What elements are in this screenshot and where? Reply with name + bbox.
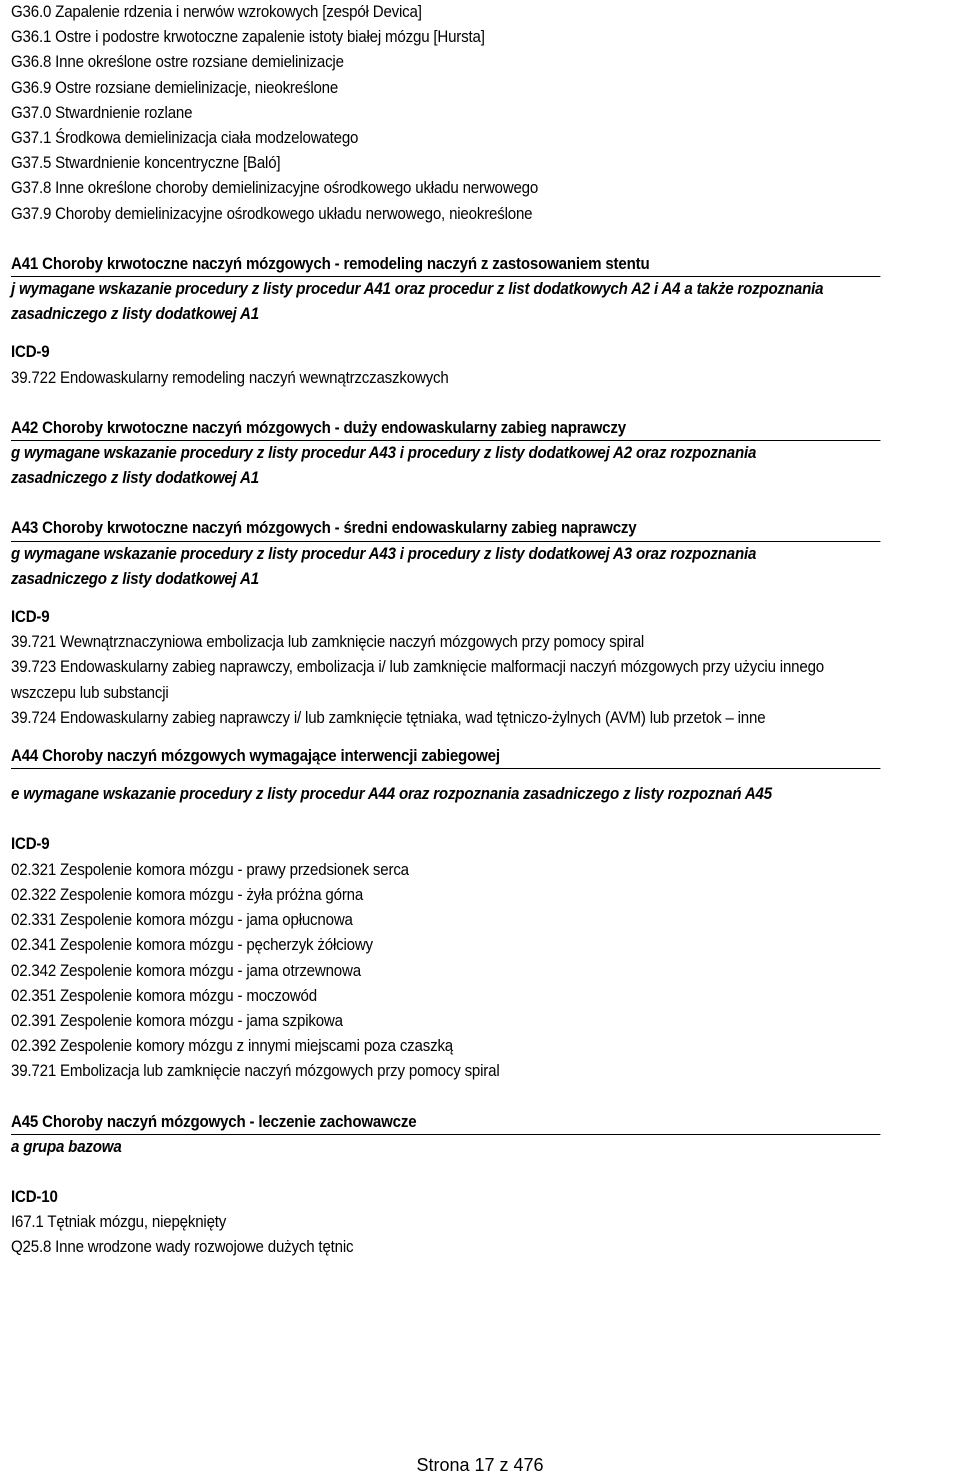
section-a43 <box>11 516 956 731</box>
section-a42 <box>11 416 956 492</box>
list-item: 02.342 Zespolenie komora mózgu - jama otrzewnowa <box>11 961 361 980</box>
list-item: 02.331 Zespolenie komora mózgu - jama opłucnowa <box>11 911 353 930</box>
section-title: A45 Choroby naczyń mózgowych - leczenie zachowawcze <box>11 1110 880 1135</box>
icd-label: ICD-9 <box>11 343 50 362</box>
list-item: wszczepu lub substancji <box>11 683 169 702</box>
requirement-text: zasadniczego z listy dodatkowej A1 <box>11 469 259 488</box>
page-number: Strona 17 z 476 <box>416 1455 544 1475</box>
list-item: G36.0 Zapalenie rdzenia i nerwów wzrokowych [zespół Devica] <box>11 3 422 21</box>
section-title: A42 Choroby krwotoczne naczyń mózgowych - duży endowaskularny zabieg naprawczy <box>11 416 880 441</box>
icd-label: ICD-9 <box>11 835 50 854</box>
requirement-text: g wymagane wskazanie procedury z listy procedur A43 i procedury z listy dodatkowej A3 oraz rozpoznania <box>11 544 757 563</box>
list-item: G37.0 Stwardnienie rozlane <box>11 103 193 122</box>
requirement-text: g wymagane wskazanie procedury z listy procedur A43 i procedury z listy dodatkowej A2 oraz rozpoznania <box>11 444 757 463</box>
document-page <box>11 0 956 1261</box>
requirement-text: zasadniczego z listy dodatkowej A1 <box>11 569 259 588</box>
requirement-text: e wymagane wskazanie procedury z listy procedur A44 oraz rozpoznania zasadniczego z listy rozpoznań A45 <box>11 785 772 804</box>
icd-label: ICD-10 <box>11 1187 58 1206</box>
list-item: 02.341 Zespolenie komora mózgu - pęcherzyk żółciowy <box>11 936 373 955</box>
list-item: 39.721 Wewnątrznaczyniowa embolizacja lub zamknięcie naczyń mózgowych przy pomocy spiral <box>11 633 645 652</box>
list-item: G37.5 Stwardnienie koncentryczne [Baló] <box>11 154 281 173</box>
icd-label: ICD-9 <box>11 608 50 627</box>
list-item: G36.9 Ostre rozsiane demielinizacje, nieokreślone <box>11 78 339 97</box>
requirement-text: zasadniczego z listy dodatkowej A1 <box>11 305 259 324</box>
list-item: 02.392 Zespolenie komory mózgu z innymi miejscami poza czaszką <box>11 1037 454 1056</box>
list-item: 02.391 Zespolenie komora mózgu - jama szpikowa <box>11 1011 343 1030</box>
list-item: 02.321 Zespolenie komora mózgu - prawy przedsionek serca <box>11 860 409 879</box>
list-item: 39.723 Endowaskularny zabieg naprawczy, embolizacja i/ lub zamknięcie malformacji naczyń mózgowych przy użyciu innego <box>11 658 824 677</box>
list-item: G37.8 Inne określone choroby demielinizacyjne ośrodkowego układu nerwowego <box>11 179 539 198</box>
list-item: Q25.8 Inne wrodzone wady rozwojowe dużych tętnic <box>11 1238 354 1257</box>
list-item: G37.9 Choroby demielinizacyjne ośrodkowego układu nerwowego, nieokreślone <box>11 204 533 223</box>
section-a45 <box>11 1110 956 1261</box>
section-a44 <box>11 744 956 1084</box>
list-item: I67.1 Tętniak mózgu, niepęknięty <box>11 1213 227 1232</box>
section-title: A41 Choroby krwotoczne naczyń mózgowych - remodeling naczyń z zastosowaniem stentu <box>11 252 880 277</box>
list-item: 39.722 Endowaskularny remodeling naczyń wewnątrzczaszkowych <box>11 368 449 387</box>
section-a41 <box>11 252 956 391</box>
list-item: 02.351 Zespolenie komora mózgu - moczowód <box>11 986 317 1005</box>
section-title: A43 Choroby krwotoczne naczyń mózgowych - średni endowaskularny zabieg naprawczy <box>11 516 880 541</box>
list-item: 02.322 Zespolenie komora mózgu - żyła próżna górna <box>11 885 364 904</box>
list-item: G36.8 Inne określone ostre rozsiane demielinizacje <box>11 53 344 72</box>
requirement-text: a grupa bazowa <box>11 1137 122 1156</box>
list-item: G37.1 Środkowa demielinizacja ciała modzelowatego <box>11 129 359 148</box>
top-code-list <box>11 0 956 227</box>
requirement-text: j wymagane wskazanie procedury z listy procedur A41 oraz procedur z list dodatkowych A2 i A4 a także rozpoznania <box>11 280 824 299</box>
list-item: 39.724 Endowaskularny zabieg naprawczy i/ lub zamknięcie tętniaka, wad tętniczo-żylnych (AVM) lub przetok – inne <box>11 708 766 727</box>
list-item: G36.1 Ostre i podostre krwotoczne zapalenie istoty białej mózgu [Hursta] <box>11 28 485 47</box>
section-title: A44 Choroby naczyń mózgowych wymagające interwencji zabiegowej <box>11 744 880 769</box>
list-item: 39.721 Embolizacja lub zamknięcie naczyń mózgowych przy pomocy spiral <box>11 1062 500 1081</box>
